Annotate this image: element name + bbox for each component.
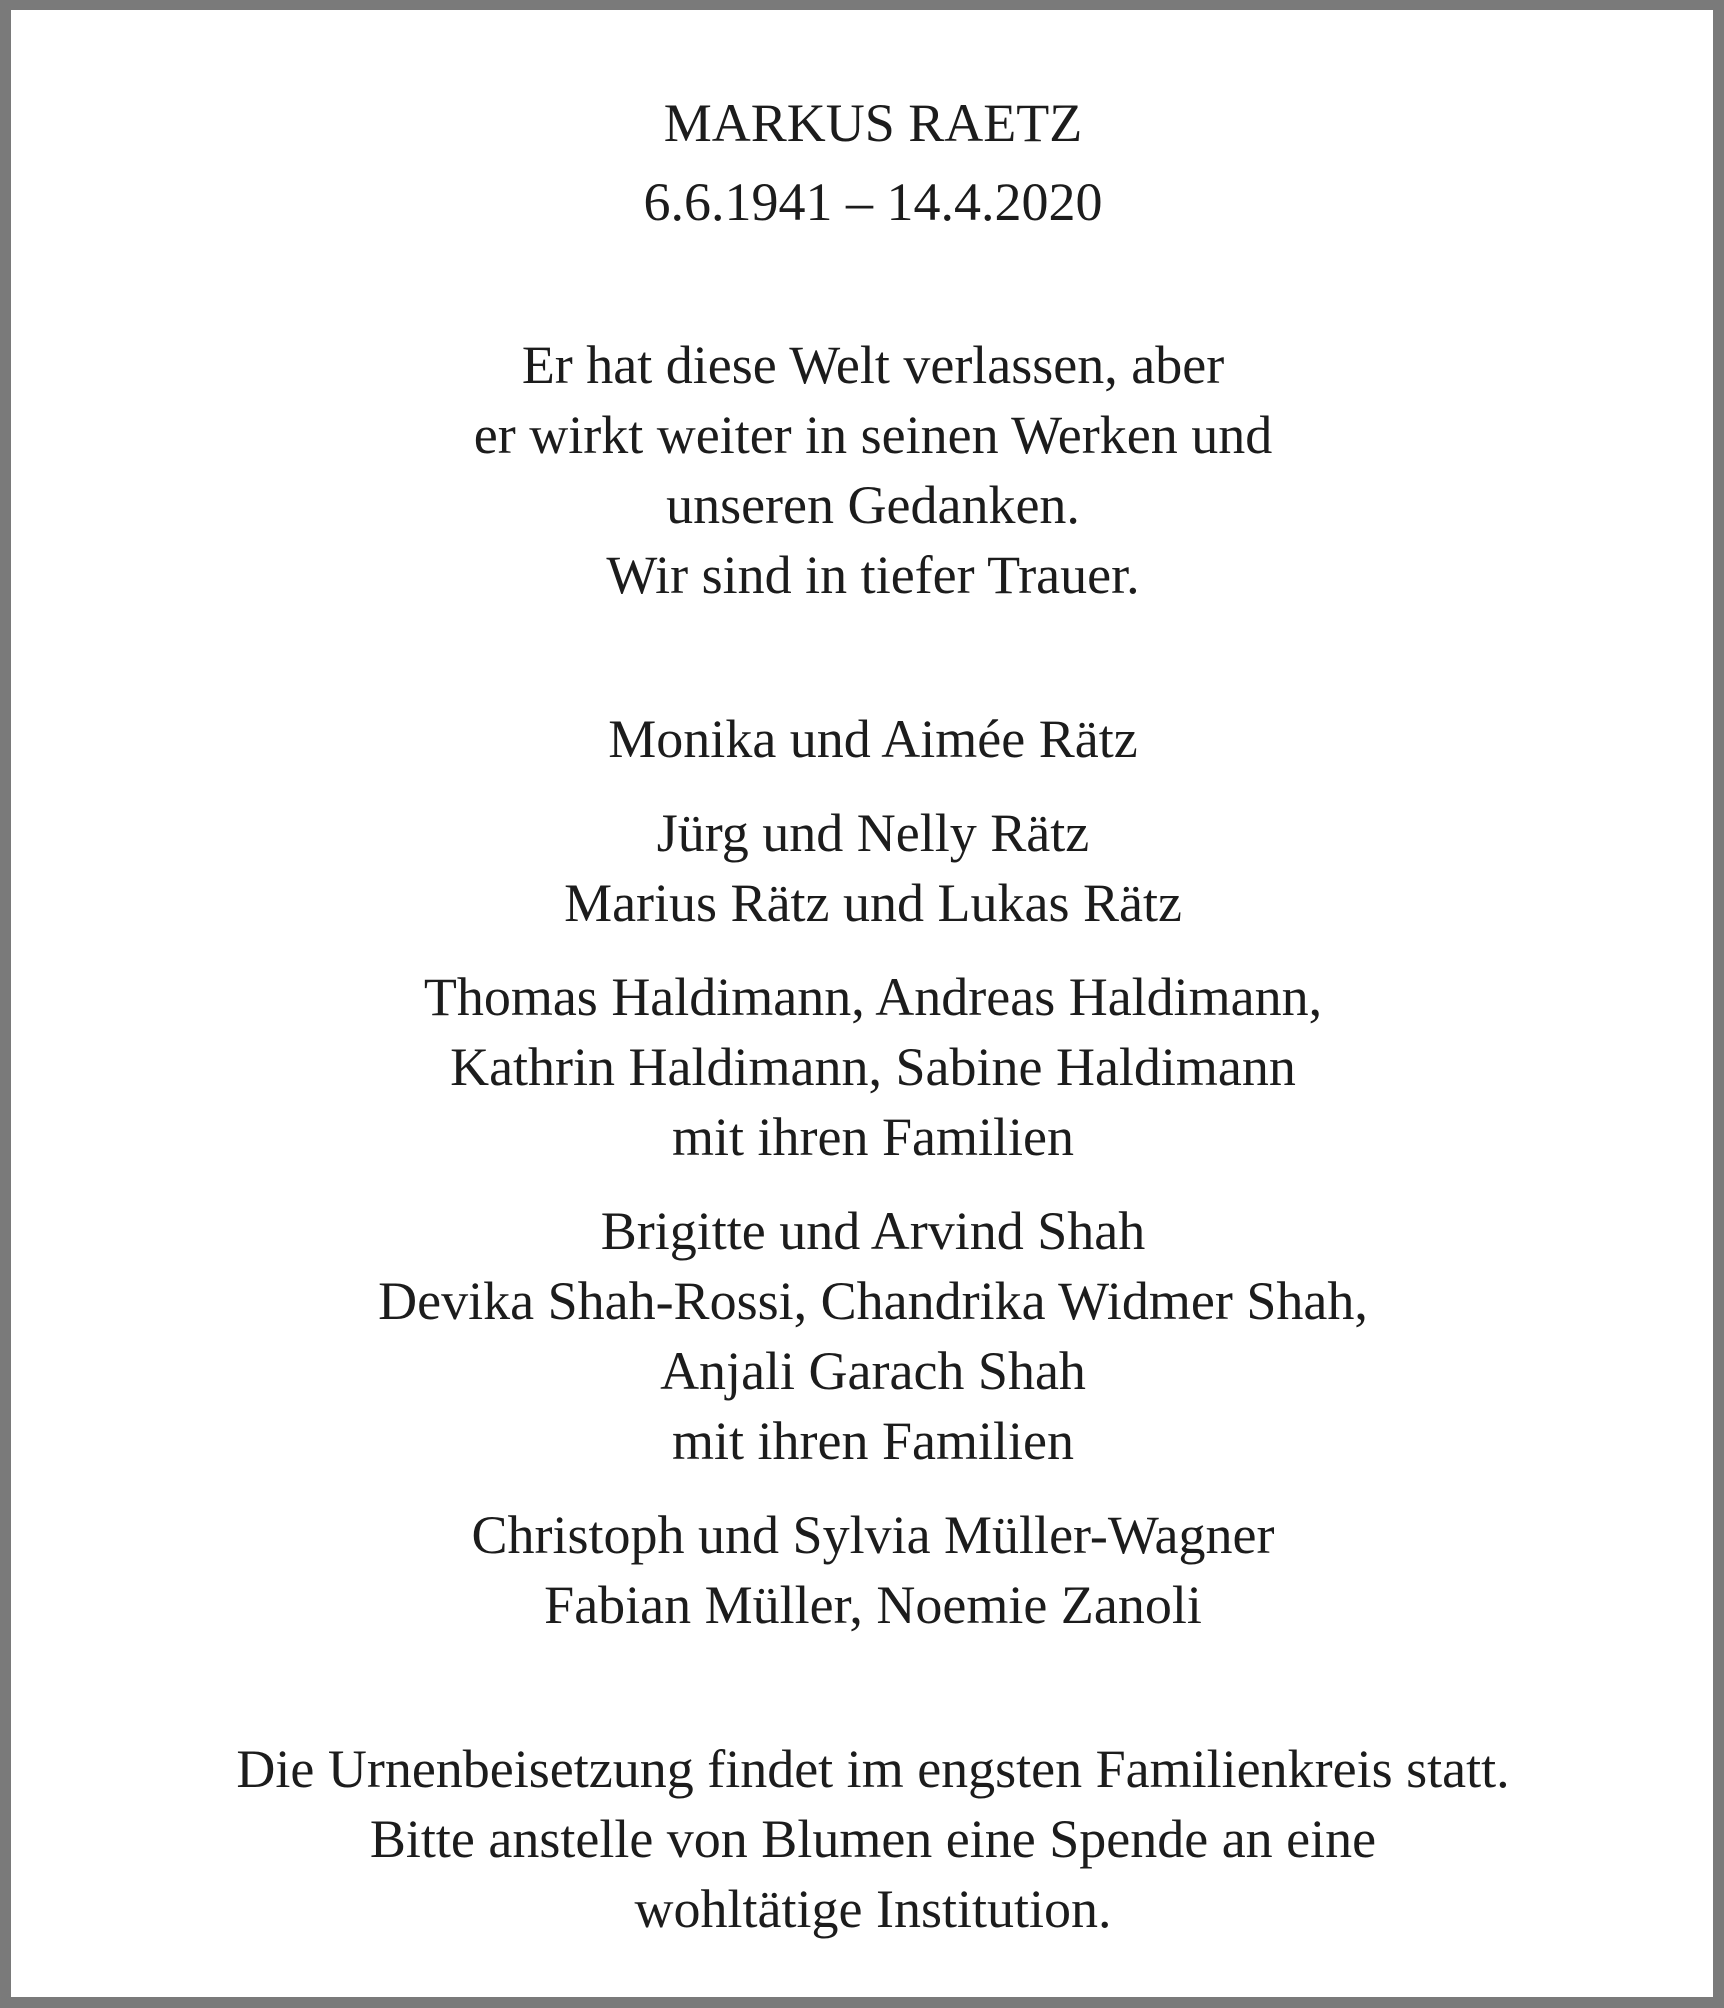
- verse-line: Er hat diese Welt verlassen, aber: [521, 335, 1225, 395]
- mourner-line: Christoph und Sylvia Müller-Wagner: [471, 1505, 1275, 1565]
- mourner-line: Brigitte und Arvind Shah: [600, 1201, 1146, 1261]
- mourner-line: Devika Shah-Rossi, Chandrika Widmer Shah,: [378, 1271, 1368, 1331]
- life-dates: 6.6.1941 – 14.4.2020: [643, 172, 1103, 232]
- mourner-line: mit ihren Familien: [672, 1411, 1074, 1471]
- verse-line: unseren Gedanken.: [666, 475, 1080, 535]
- verse-line: er wirkt weiter in seinen Werken und: [473, 405, 1273, 465]
- mourner-line: Anjali Garach Shah: [660, 1341, 1086, 1401]
- mourner-line: mit ihren Familien: [672, 1107, 1074, 1167]
- mourner-line: Monika und Aimée Rätz: [608, 709, 1138, 769]
- deceased-name: MARKUS RAETZ: [663, 93, 1083, 153]
- mourner-line: Kathrin Haldimann, Sabine Haldimann: [450, 1037, 1296, 1097]
- mourner-line: Thomas Haldimann, Andreas Haldimann,: [423, 967, 1323, 1027]
- closing-line: Bitte anstelle von Blumen eine Spende an eine: [369, 1809, 1377, 1869]
- closing-line: wohltätige Institution.: [634, 1879, 1112, 1939]
- mourner-line: Marius Rätz und Lukas Rätz: [564, 873, 1182, 933]
- mourner-line: Fabian Müller, Noemie Zanoli: [544, 1575, 1202, 1635]
- closing-line: Die Urnenbeisetzung findet im engsten Familienkreis statt.: [236, 1739, 1510, 1799]
- verse-line: Wir sind in tiefer Trauer.: [606, 545, 1140, 605]
- mourner-line: Jürg und Nelly Rätz: [656, 803, 1090, 863]
